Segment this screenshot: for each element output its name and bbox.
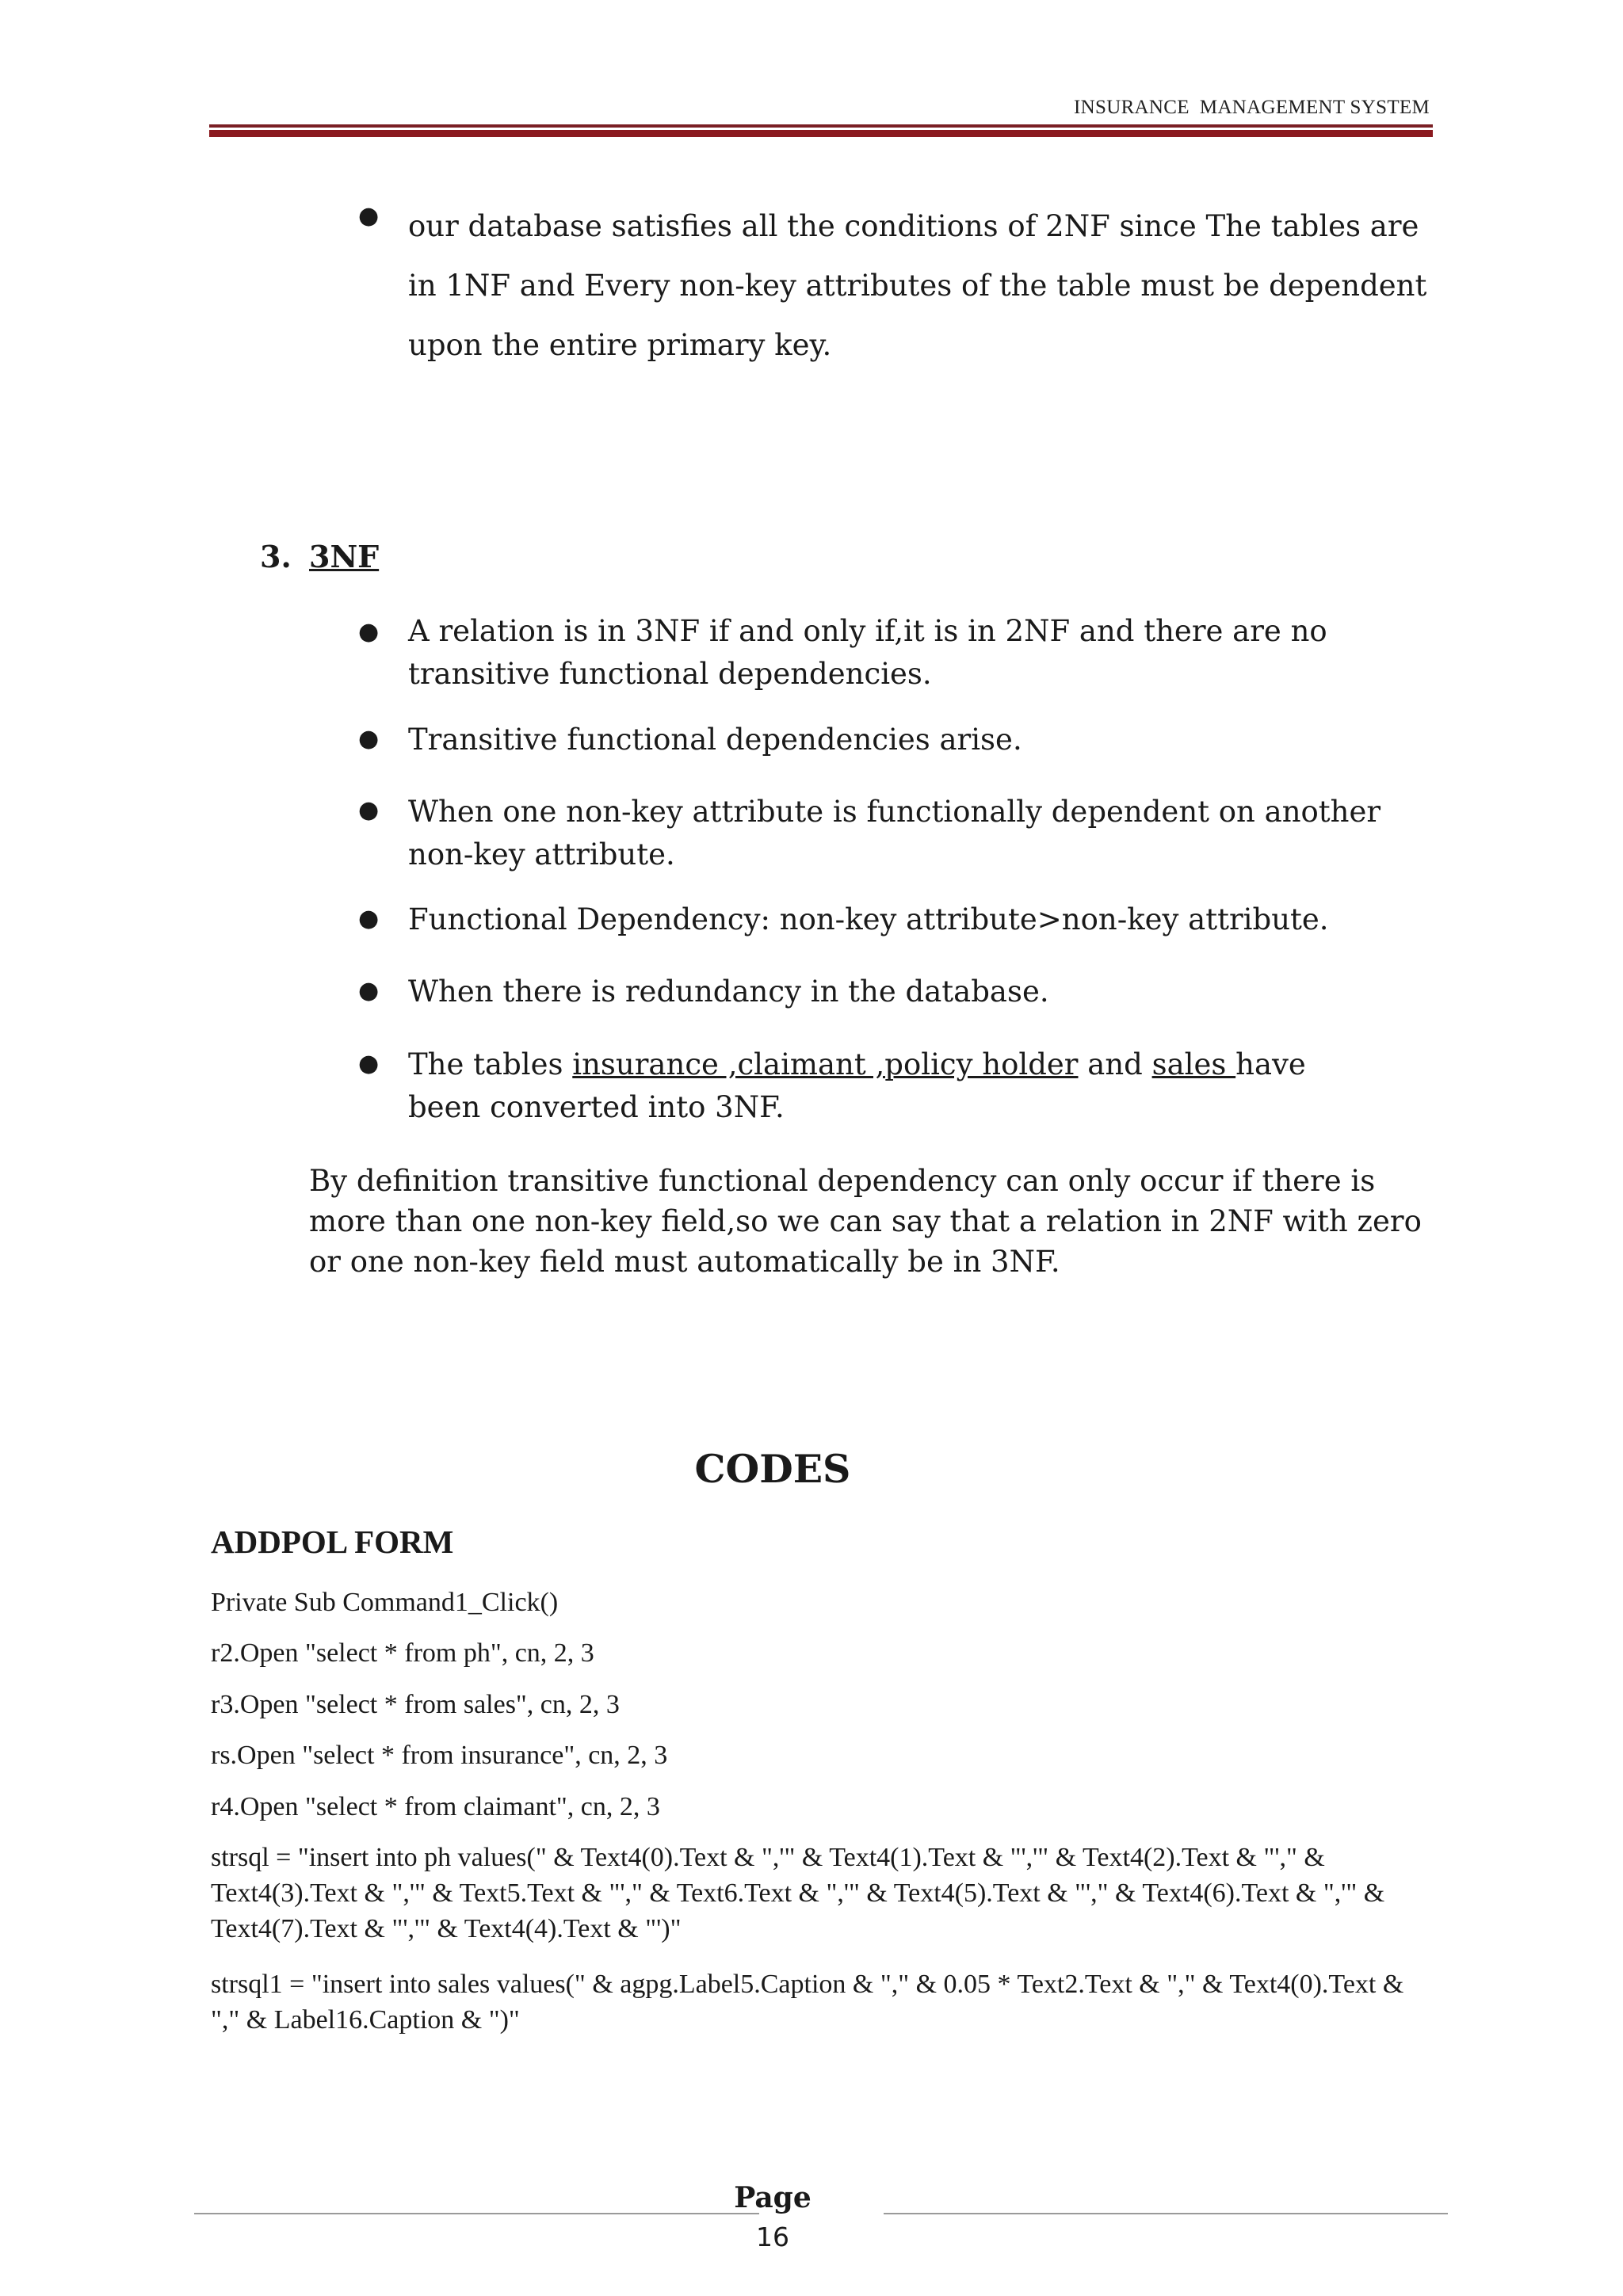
bullet-3nf-5: When there is redundancy in the database.	[408, 974, 1049, 1009]
definition-paragraph: By definition transitive functional dependency can only occur if there is more than one non-key field,so we can say that a relation in 2NF with zero or one non-key field must automatically be in 3NF.	[309, 1164, 1422, 1279]
page-label: Page	[734, 2181, 812, 2214]
bullet-marker: ●	[358, 796, 380, 824]
bullet-3nf-3: When one non-key attribute is functionally dependent on another non-key attribute.	[408, 795, 1381, 871]
header-rule-thin	[209, 124, 1433, 128]
sales-link: sales	[1151, 1047, 1236, 1081]
bullet-marker: ●	[358, 202, 380, 230]
bullet-3nf-6-suffix: have been converted into 3NF.	[408, 1047, 1306, 1124]
code-line: rs.Open "select * from insurance", cn, 2, 3	[211, 1741, 668, 1770]
section-title-3nf: 3NF	[309, 539, 380, 574]
page-number: 16	[756, 2222, 789, 2252]
code-line: strsql = "insert into ph values(" & Text4(0).Text & ",'" & Text4(1).Text & "','" & Text4(2).Text & "'," & Text4(3).Text & ",'" & Text5.Text & "'," & Text6.Text & ",'" & Text4(5).Text & "'," & Text4(6).Text & ",'" & Text4(7).Text & "','" & Text4(4).Text & "')"	[211, 1843, 1385, 1943]
form-subtitle: ADDPOL FORM	[211, 1524, 454, 1560]
code-line: Private Sub Command1_Click()	[211, 1588, 559, 1617]
bullet-marker: ●	[358, 618, 380, 646]
code-line: r3.Open "select * from sales", cn, 2, 3	[211, 1690, 620, 1719]
bullet-marker: ●	[358, 725, 380, 753]
section-number: 3.	[260, 539, 292, 574]
tables-link: insurance ,claimant ,policy holder	[572, 1047, 1079, 1081]
running-header: INSURANCE MANAGEMENT SYSTEM	[1074, 97, 1430, 118]
bullet-2nf-text: our database satisfies all the conditions of 2NF since The tables are in 1NF and Every non-key attributes of the table must be dependent upon the entire primary key.	[408, 209, 1427, 362]
bullet-marker: ●	[358, 905, 380, 933]
bullet-3nf-1: A relation is in 3NF if and only if,it is in 2NF and there are no transitive functional dependencies.	[408, 614, 1327, 691]
code-line: r2.Open "select * from ph", cn, 2, 3	[211, 1638, 594, 1668]
codes-title: CODES	[694, 1446, 851, 1492]
bullet-3nf-6	[408, 1043, 1359, 1129]
code-line: r4.Open "select * from claimant", cn, 2, 3	[211, 1792, 660, 1821]
bullet-3nf-6-prefix: The tables	[408, 1047, 573, 1081]
bullet-3nf-4: Functional Dependency: non-key attribute>non-key attribute.	[408, 902, 1329, 936]
code-line: strsql1 = "insert into sales values(" & agpg.Label5.Caption & "," & 0.05 * Text2.Text & "," & Text4(0).Text & "," & Label16.Caption & ")"	[211, 1970, 1404, 2035]
bullet-marker: ●	[358, 1050, 380, 1077]
bullet-3nf-6-middle: and	[1078, 1047, 1152, 1081]
bullet-marker: ●	[358, 977, 380, 1005]
bullet-3nf-2: Transitive functional dependencies arise.	[408, 723, 1022, 757]
header-rule-thick	[209, 130, 1433, 137]
